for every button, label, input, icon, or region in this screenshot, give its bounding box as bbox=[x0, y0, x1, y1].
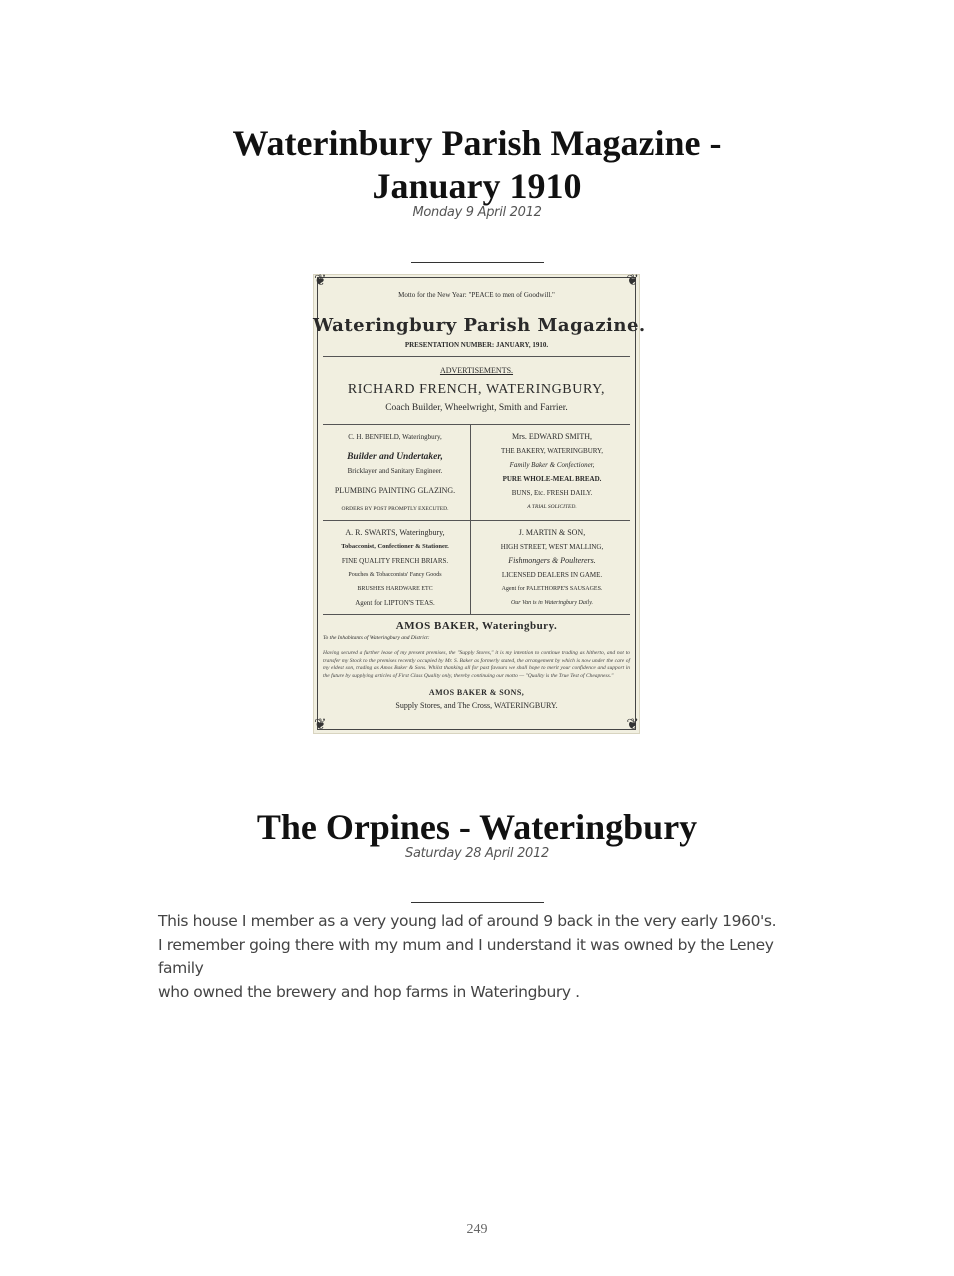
post-title bbox=[0, 122, 954, 208]
post-title-line-1: Waterinbury Parish Magazine - bbox=[232, 123, 722, 163]
scan-section-heading: ADVERTISEMENTS. bbox=[439, 366, 514, 375]
scan-ad-baker-notice: Having secured a further lease of my present premises, the "Supply Stores," it is my intention to continue trading as hitherto, and not to transfer my Stock to the premises recently occupied by Mr. S. Baker as formerly stated, the arrangement by which is now under the care of my eldest son, trading as Amos Baker & Sons. Whilst thanking all for past favours we shall hope to merit your confidence and support in the future by supplying articles of First Class Quality only, thereby continuing our motto — "Quality is the True Test of Cheapness." bbox=[323, 650, 630, 679]
scan-ad-swarts: A. R. SWARTS, Wateringbury, Tobacconist, Confectioner & Stationer. FINE QUALITY FRENCH BRIARS. Pouches & Tobacconists' Fancy Goods BRUSHES HARDWARE ETC Agent for LIPTON'S TEAS. bbox=[341, 528, 449, 607]
scan-ad-baker-footer-name: AMOS BAKER & SONS, bbox=[428, 688, 525, 697]
scan-ad-smith: Mrs. EDWARD SMITH, THE BAKERY, WATERINGBURY, Family Baker & Confectioner, PURE WHOLE-MEAL BREAD. BUNS, Etc. FRESH DAILY. A TRIAL SOLICITED. bbox=[501, 432, 603, 510]
scan-header-ad-trades: Coach Builder, Wheelwright, Smith and Farrier. bbox=[385, 403, 568, 413]
scan-edition: PRESENTATION NUMBER: JANUARY, 1910. bbox=[404, 341, 549, 349]
page-number: 249 bbox=[466, 1222, 488, 1237]
post-body bbox=[158, 910, 808, 1004]
scan-ad-baker-footer-address: Supply Stores, and The Cross, WATERINGBURY. bbox=[395, 701, 558, 710]
scan-ad-martin: J. MARTIN & SON, HIGH STREET, WEST MALLING, Fishmongers & Poulterers. LICENSED DEALERS IN GAME. Agent for PALETHORPE'S SAUSAGES. Our Van is in Wateringbury Daily. bbox=[500, 528, 604, 606]
post-body-line: I remember going there with my mum and I understand it was owned by the Leney family bbox=[158, 935, 774, 977]
magazine-scan-image bbox=[313, 273, 646, 734]
post-body-line: This house I member as a very young lad of around 9 back in the very early 1960's. bbox=[158, 912, 777, 930]
ornament-icon: ❦ bbox=[626, 717, 639, 733]
scan-motto: Motto for the New Year: "PEACE to men of Goodwill." bbox=[398, 291, 555, 299]
scan-ad-benfield: C. H. BENFIELD, Wateringbury, Builder and Undertaker, Bricklayer and Sanitary Engineer. PLUMBING PAINTING GLAZING. ORDERS BY POST PROMPTLY EXECUTED. bbox=[334, 433, 456, 512]
post-title-line-2: January 1910 bbox=[372, 166, 582, 206]
post-date: Monday 9 April 2012 bbox=[412, 205, 542, 220]
divider bbox=[411, 262, 544, 263]
post-body-line: who owned the brewery and hop farms in Wateringbury . bbox=[158, 982, 580, 1001]
scan-ad-baker-salutation: To the Inhabitants of Wateringbury and District: bbox=[323, 635, 430, 641]
ornament-icon: ❦ bbox=[314, 273, 327, 289]
ornament-icon: ❦ bbox=[626, 273, 639, 289]
ornament-icon: ❦ bbox=[314, 717, 327, 733]
scan-header-ad-name: RICHARD FRENCH, WATERINGBURY, bbox=[347, 382, 606, 397]
divider bbox=[411, 902, 544, 903]
post-title: The Orpines - Wateringbury bbox=[256, 807, 698, 847]
post-date: Saturday 28 April 2012 bbox=[405, 846, 549, 861]
scan-masthead: Wateringbury Parish Magazine. bbox=[313, 315, 646, 336]
scan-ad-baker-heading: AMOS BAKER, Wateringbury. bbox=[395, 620, 558, 632]
